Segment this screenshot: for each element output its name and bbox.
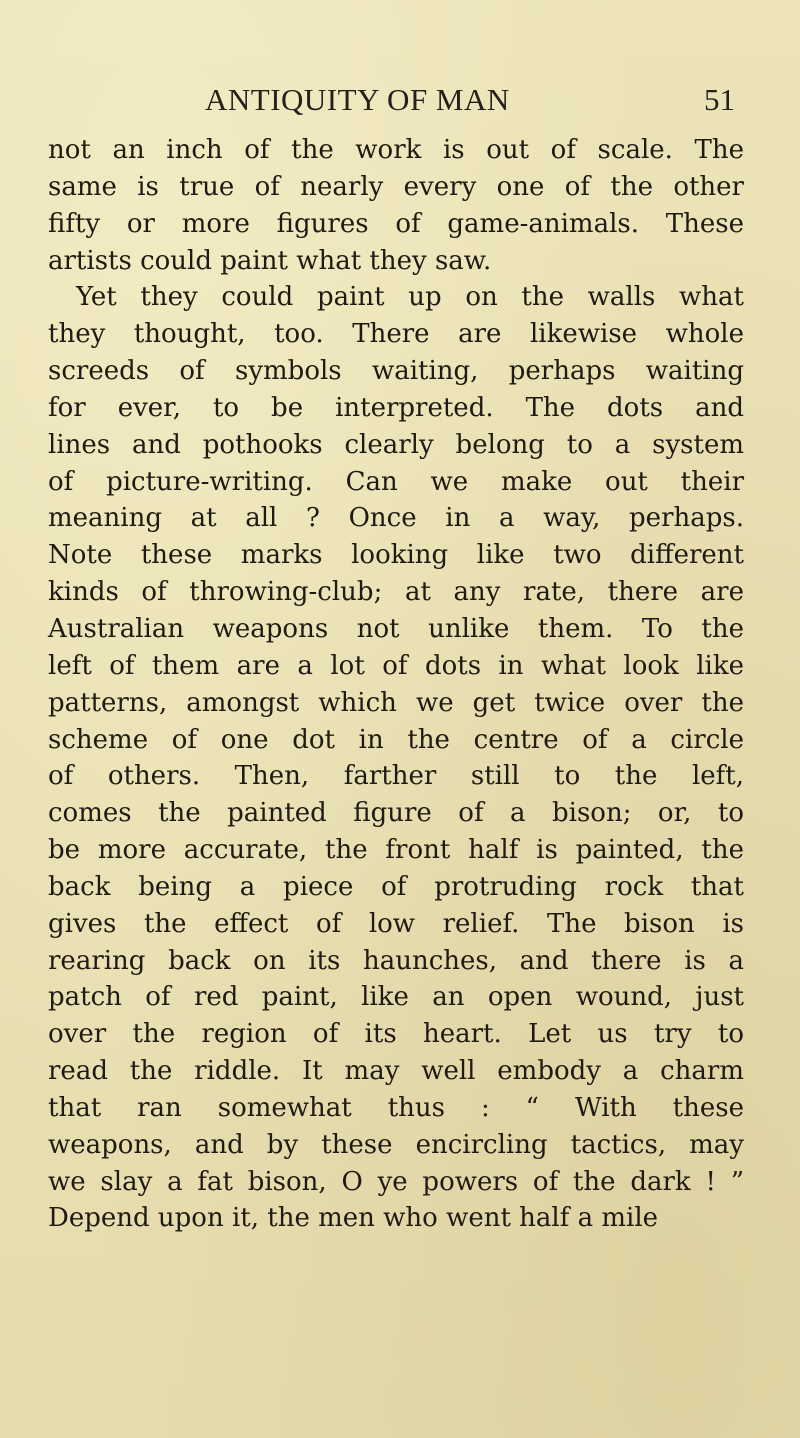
text-line: Yet they could paint up on the walls what (76, 282, 744, 313)
text-line: Australian weapons not unlike them. To the (48, 613, 744, 644)
text-line: screeds of symbols waiting, perhaps waiting (48, 356, 744, 387)
text-line: not an inch of the work is out of scale. The (48, 135, 744, 165)
text-line: left of them are a lot of dots in what look like (48, 650, 744, 681)
text-line: lines and pothooks clearly belong to a system (48, 429, 744, 460)
text-line: fifty or more figures of game-animals. These (48, 208, 744, 239)
text-line: of others. Then, farther still to the left, (48, 761, 744, 792)
text-line: Depend upon it, the men who went half a mile (48, 1203, 659, 1234)
running-head (0, 82, 800, 122)
text-line: patch of red paint, like an open wound, just (48, 982, 744, 1013)
text-line: weapons, and by these encircling tactics, may (48, 1129, 744, 1160)
text-line: back being a piece of protruding rock that (48, 871, 744, 902)
running-head-title: ANTIQUITY OF MAN (205, 82, 510, 117)
text-line: rearing back on its haunches, and there is a (48, 945, 744, 976)
text-line: meaning at all ? Once in a way, perhaps. (48, 503, 744, 534)
text-line: patterns, amongst which we get twice over the (48, 687, 744, 718)
body-text (48, 132, 744, 1237)
page-number: 51 (704, 82, 735, 117)
text-line: Note these marks looking like two different (48, 540, 744, 571)
text-line: over the region of its heart. Let us try to (48, 1019, 744, 1050)
text-line: kinds of throwing-club; at any rate, there are (48, 577, 744, 608)
text-line: for ever, to be interpreted. The dots and (48, 392, 744, 423)
text-line: they thought, too. There are likewise whole (48, 319, 744, 350)
text-line: comes the painted figure of a bison; or, to (48, 798, 744, 829)
text-line: be more accurate, the front half is painted, the (48, 835, 744, 866)
text-line: we slay a fat bison, O ye powers of the dark ! ” (48, 1166, 744, 1197)
text-line: same is true of nearly every one of the other (48, 171, 744, 202)
text-line: of picture-writing. Can we make out their (48, 466, 744, 497)
text-line: gives the effect of low relief. The bison is (48, 908, 744, 939)
text-line: read the riddle. It may well embody a charm (48, 1056, 744, 1087)
text-line: that ran somewhat thus : “ With these (48, 1092, 744, 1123)
text-line: artists could paint what they saw. (48, 245, 492, 276)
text-line: scheme of one dot in the centre of a circle (48, 724, 744, 755)
